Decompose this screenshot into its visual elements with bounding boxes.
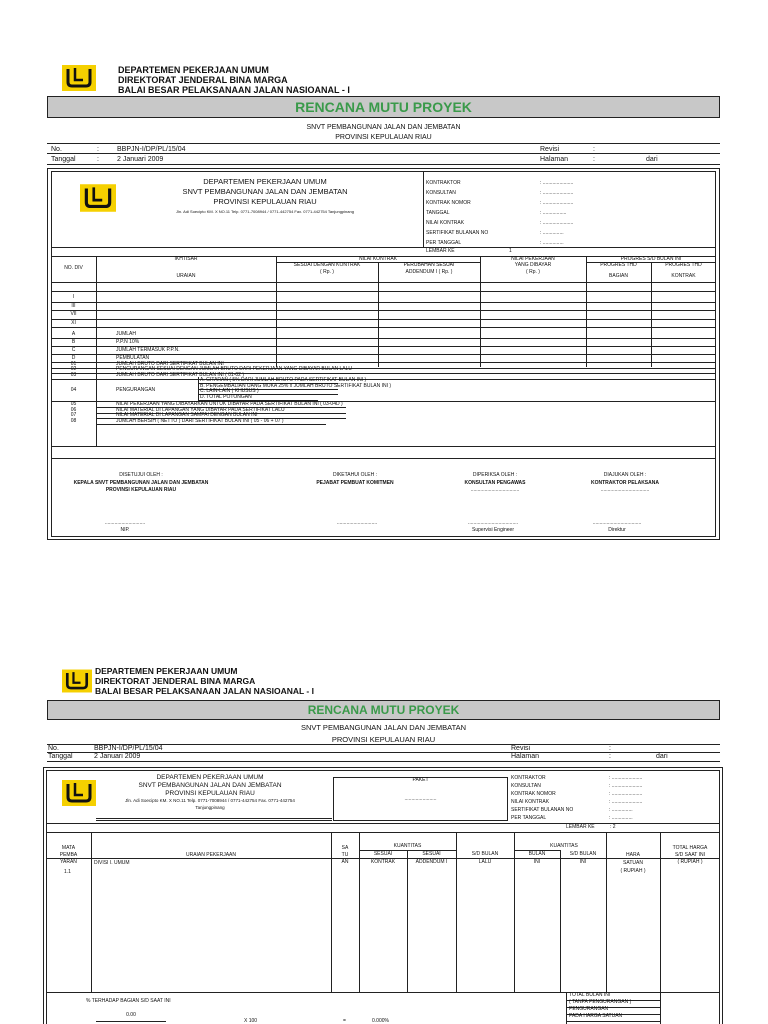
p2-th-sesuai-a: SESUAI [422, 851, 441, 857]
no-value: BBPJN-I/DP/PL/15/04 [117, 146, 186, 153]
halaman-colon: : [593, 156, 595, 163]
revisi-colon: : [593, 146, 595, 153]
p2-calc-pct: 0.000% [372, 1018, 389, 1024]
row-line [96, 424, 326, 425]
lembar-value: 1 [509, 248, 512, 254]
p2-th-kuantitas-2: KUANTITAS [550, 843, 578, 849]
field-label: TANGGAL [426, 210, 450, 216]
p2-th-harga-1: HARA [626, 852, 640, 858]
p2-inner-line-1: DEPARTEMEN PEKERJAAN UMUM [156, 774, 264, 781]
p2-lembar-label: LEMBAR KE [566, 824, 595, 830]
no-colon: : [97, 146, 99, 153]
paket-label: PAKET [412, 777, 429, 783]
field-label: KONTRAKTOR [511, 775, 546, 781]
row-no: D [71, 355, 76, 361]
pengurangan-item: C. LAIN-LAIN ( KHUSUS ) [200, 388, 259, 395]
p2-no-label: No. [48, 745, 59, 752]
field-value: : ...................... [609, 791, 643, 797]
row-no: A [71, 331, 76, 337]
sign-diperiksa: DIPERIKSA OLEH : [472, 472, 518, 478]
row-text: NILAI MATERIAL DI LAPANGAN YANG DIBAYAR PADA SERTIFIKAT LALU [116, 406, 285, 413]
field-value: : ...................... [540, 220, 574, 226]
division-no: XI [71, 319, 76, 326]
row-no: 07 [70, 412, 77, 419]
tanggal-label: Tanggal [51, 156, 76, 163]
tanggal-colon: : [97, 156, 99, 163]
sign-prov: PROVINSI KEPULAUAN RIAU [105, 487, 177, 493]
row-text: P.P.N 10% [116, 339, 140, 345]
sign-disetujui: DISETUJUI OLEH : [119, 472, 163, 478]
p2-divisi: DIVISI I. UMUM [94, 860, 130, 866]
th-ikhtisar: IKHTISAR [174, 256, 198, 262]
inner-line-2: SNVT PEMBANGUNAN JALAN DAN JEMBATAN [182, 187, 348, 196]
revisi-label: Revisi [540, 146, 560, 153]
division-no: VII [70, 311, 77, 317]
row-line [51, 338, 716, 339]
tanggal-value: 2 Januari 2009 [117, 156, 164, 163]
row-text: JUMLAH BRUTO DARI SERTIFIKAT BULAN INI ( 01-02 ) [116, 371, 244, 378]
field-value: : ............... [609, 807, 633, 813]
lembar-label: LEMBAR KE [426, 248, 455, 254]
pu-logo-small-icon [62, 778, 96, 808]
p2-dari: dari [656, 753, 668, 760]
p2-halaman-colon: : [609, 753, 611, 760]
p2-th-total-2: S/D SAAT INI [674, 852, 706, 858]
p2-inner-line-2: SNVT PEMBANGUNAN JALAN DAN JEMBATAN [138, 782, 282, 789]
p2-th-bulan-ini-2: INI [533, 859, 541, 865]
total-label: TOTAL BULAN INI [569, 992, 611, 998]
inner-line-1: DEPARTEMEN PEKERJAAN UMUM [203, 177, 327, 186]
row-no: 01 [70, 360, 77, 367]
division-no: I [72, 294, 75, 300]
total-label: PADA HARGA SATUAN [569, 1013, 623, 1019]
field-value: : ............... [540, 240, 564, 246]
pu-logo-small-icon [80, 182, 116, 214]
dari-label: dari [646, 156, 658, 163]
row-line [566, 1021, 660, 1022]
th-sesuai: SESUAI DENGAN KONTRAK [293, 262, 361, 268]
paket-dots: ....................... [404, 796, 437, 802]
p2-calc-val: 0.00 [126, 1012, 136, 1018]
p2-th-sd-lalu-1: S/D BULAN [471, 851, 499, 857]
p2-header-line-2: DIREKTORAT JENDERAL BINA MARGA [95, 676, 256, 686]
th-prog-kontrak: PROGRES THD [665, 262, 702, 268]
field-label: PER TANGGAL [511, 815, 547, 821]
field-value: : ...................... [609, 799, 643, 805]
division-no: III [71, 302, 76, 309]
sig-direktur: Direktur [608, 527, 626, 533]
subtitle-2: PROVINSI KEPULAUAN RIAU [335, 134, 432, 141]
field-value: : ............... [609, 815, 633, 821]
sig-dots-2: ............................. [336, 520, 378, 526]
p2-th-mata-3: YARAN [60, 859, 77, 865]
p2-th-total-1: TOTAL HARGA [672, 845, 708, 851]
field-label: KONSULTAN [511, 783, 541, 789]
p2-th-bulan-ini-1: BULAN [528, 851, 546, 857]
row-no: B [71, 339, 76, 345]
sig-nip: NIP. [120, 527, 130, 533]
p2-inner-line-3: PROVINSI KEPULAUAN RIAU [165, 790, 255, 797]
p2-th-mata-1: MATA [61, 845, 76, 851]
field-label: KONTRAKTOR [426, 180, 461, 186]
subtitle-1: SNVT PEMBANGUNAN JALAN DAN JEMBATAN [306, 124, 461, 131]
row-text: NILAI PEKERJAAN YANG DIBAYARKAN UNTUK DIBAYAR PADA SERTIFIKAT BULAN INI ( 03-04D ) [116, 400, 343, 407]
total-label: ( TANPA PENGURANGAN ) [569, 999, 632, 1005]
inner-address: Jln. Adi Soecipto KM. X NO.11 Telp. 0771-7008944 / 0771-442754 Fax. 0771-442754 Tanjungpinang [176, 209, 354, 214]
th-prog-bagian: PROGRES THD [600, 262, 637, 268]
p2-page-title: RENCANA MUTU PROYEK [307, 703, 460, 717]
field-label: NILAI KONTRAK [426, 220, 465, 226]
field-value: : ...................... [609, 775, 643, 781]
no-label: No. [51, 146, 62, 153]
p2-th-sa-3: AN [341, 859, 349, 865]
sig-dots-3: .................................... [467, 520, 518, 526]
th-yang-dibayar: YANG DIBAYAR [514, 262, 552, 268]
row-no: 03 [70, 371, 77, 378]
p2-calc-eq: = [343, 1018, 346, 1024]
row-line [51, 354, 716, 355]
p2-th-addendum: ADDENDUM I [415, 859, 448, 865]
th-addendum: ADDENDUM I ( Rp. ) [405, 269, 453, 275]
p2-tanggal-value: 2 Januari 2009 [94, 753, 141, 760]
row-no: 06 [70, 406, 77, 413]
field-label: PER TANGGAL [426, 240, 462, 246]
row-line [51, 319, 716, 320]
p2-tanggal-label: Tanggal [48, 753, 73, 760]
sign-kepala: KEPALA SNVT PEMBANGUNAN JALAN DAN JEMBATAN [73, 480, 209, 486]
p2-header-line-1: DEPARTEMEN PEKERJAAN UMUM [95, 666, 238, 676]
p2-item-no: 1.1 [64, 869, 71, 875]
field-value: : ............... [540, 230, 564, 236]
field-label: KONSULTAN [426, 190, 456, 196]
p2-th-harga-2: SATUAN [623, 860, 643, 866]
pengurangan-item: B. PENGEMBALIAN UANG MUKA 25% x JUMLAH BRUTO SERTIFIKAT BULAN INI ) [200, 382, 392, 389]
sign-diketahui: DIKETAHUI OLEH : [332, 472, 378, 478]
sig-supervisi: Supervisi Engineer [472, 527, 514, 533]
p2-th-harga-3: ( RUPIAH ) [620, 868, 646, 874]
th-nilai-pekerjaan: NILAI PEKERJAAN [511, 256, 555, 262]
row-no: 02 [70, 366, 77, 373]
row-no: C [71, 347, 76, 353]
row-no: 08 [70, 417, 77, 424]
sign-dots-2: ................................... [600, 487, 650, 493]
p2-no-value: BBPJN-I/DP/PL/15/04 [94, 745, 163, 752]
sign-diajukan: DIAJUKAN OLEH : [603, 472, 647, 478]
page-title: RENCANA MUTU PROYEK [295, 99, 472, 115]
p2-th-sd-ini-1: S/D BULAN [569, 851, 597, 857]
field-label: KONTRAK NOMOR [511, 791, 556, 797]
sign-dots-1: ................................... [470, 487, 520, 493]
row-text: NILAI MATERIAL DI LAPANGAN SAMPAI DENGAN BULAN INI [116, 412, 258, 419]
row-line [51, 302, 716, 303]
total-label: PENGURANGAN [569, 1006, 609, 1012]
row-text: JUMLAH [116, 331, 137, 337]
p2-halaman: Halaman [511, 753, 540, 760]
p2-inner-city: Tanjungpinang [195, 805, 225, 810]
p2-th-sesuai-k: SESUAI [373, 851, 393, 857]
p2-th-kontrak: KONTRAK [370, 859, 396, 865]
row-text: JUMLAH TERMASUK P.P.N. [116, 347, 180, 353]
p2-th-total-3: ( RUPIAH ) [677, 859, 703, 865]
row-text: PENGURANGAN SESUAI DENGAN JUMLAH BRUTO DARI PEKERJAAN YANG DIBAYAR BULAN LALU [116, 366, 352, 373]
th-bagian: BAGIAN [609, 273, 628, 279]
sign-konsultan: KONSULTAN PENGAWAS [464, 480, 526, 486]
p2-header-line-3: BALAI BESAR PELAKSANAAN JALAN NASIOANAL - I [95, 686, 314, 696]
p2-persen-label: % TERHADAP BAGIAN S/D SAAT INI [86, 998, 171, 1004]
th-progres: PROGRES S/D BULAN INI [620, 256, 682, 262]
pengurangan-no: 04 [70, 387, 77, 394]
header-line-1: DEPARTEMEN PEKERJAAN UMUM [118, 65, 269, 75]
sig-dots-4: ................................... [592, 520, 642, 526]
row-text: JUMLAH BRUTO DARI SERTIFIKAT BULAN INI [116, 360, 224, 367]
pengurangan-item: A. GITARAN ( 5% DARI JUMLAH BRUTO PADA SERTIFIKAT BULAN INI ) [200, 376, 367, 383]
field-value: : ...................... [540, 180, 574, 186]
row-line [51, 310, 716, 311]
sign-pejabat: PEJABAT PEMBUAT KOMITMEN [316, 480, 394, 486]
p2-inner-address: Jln. Adi Soecipto KM. X NO.11 Telp. 0771-7008944 / 0771-442754 Fax. 0771-442754 [125, 798, 295, 803]
field-value: : ...................... [540, 190, 574, 196]
p2-th-mata-2: PEMBA [59, 852, 78, 858]
p2-lembar-value: : 2 [610, 824, 616, 830]
pengurangan-item: D. TOTAL POTONGAN [200, 393, 252, 400]
th-nilai-kontrak: NILAI KONTRAK [358, 256, 398, 262]
p2-th-sd-ini-2: INI [579, 859, 587, 865]
field-value: : ...................... [609, 783, 643, 789]
pu-logo-icon [62, 668, 92, 694]
p2-th-sa-2: TU [341, 852, 349, 858]
th-uraian: URAIAN [176, 273, 196, 279]
th-rp-1: ( Rp. ) [320, 269, 334, 275]
th-kontrak: KONTRAK [671, 273, 696, 279]
th-rp-2: ( Rp. ) [526, 269, 540, 275]
row-text: JUMLAH BERSIH ( NETTO ) DARI SERTIFIKAT BULAN INI ( 05 - 06 + 07 ) [116, 417, 284, 424]
p2-revisi: Revisi [511, 745, 531, 752]
row-text: PEMBULATAN [116, 355, 150, 361]
p2-th-sa-1: SA [341, 845, 349, 851]
inner-line-3: PROVINSI KEPULAUAN RIAU [213, 197, 317, 206]
header-line-3: BALAI BESAR PELAKSANAAN JALAN NASIOANAL - I [118, 85, 350, 95]
field-value: : ...................... [540, 200, 574, 206]
p2-header-bottom [46, 858, 720, 859]
field-label: NILAI KONTRAK [511, 799, 550, 805]
row-line [51, 327, 716, 328]
field-value: : ................. [540, 210, 567, 216]
pu-logo-icon [62, 65, 96, 91]
pengurangan-label: PENGURANGAN [116, 387, 156, 394]
row-line [51, 379, 716, 380]
p2-th-kuantitas-1: KUANTITAS [393, 843, 422, 849]
p2-subtitle-1: SNVT PEMBANGUNAN JALAN DAN JEMBATAN [300, 723, 467, 732]
field-label: SERTIFIKAT BULANAN NO [511, 807, 574, 813]
field-label: KONTRAK NOMOR [426, 200, 471, 206]
th-no-div: NO. DIV [64, 265, 83, 271]
row-no: 05 [70, 400, 77, 407]
field-label: SERTIFIKAT BULANAN NO [426, 230, 489, 236]
th-perubahan: PERUBAHAN SESUAI [403, 262, 455, 268]
p2-calc-x: X 100 [244, 1018, 258, 1024]
header-line-2: DIREKTORAT JENDERAL BINA MARGA [118, 75, 288, 85]
halaman-label: Halaman [540, 156, 569, 163]
p2-subtitle-2: PROVINSI KEPULAUAN RIAU [331, 735, 436, 744]
p2-th-sd-lalu-2: LALU [478, 859, 492, 865]
sign-kontraktor: KONTRAKTOR PELAKSANA [591, 480, 659, 486]
p2-th-uraian: URAIAN PEKERJAAN [185, 852, 236, 858]
sig-dots-1: ............................. [104, 520, 146, 526]
p2-revisi-colon: : [609, 745, 611, 752]
